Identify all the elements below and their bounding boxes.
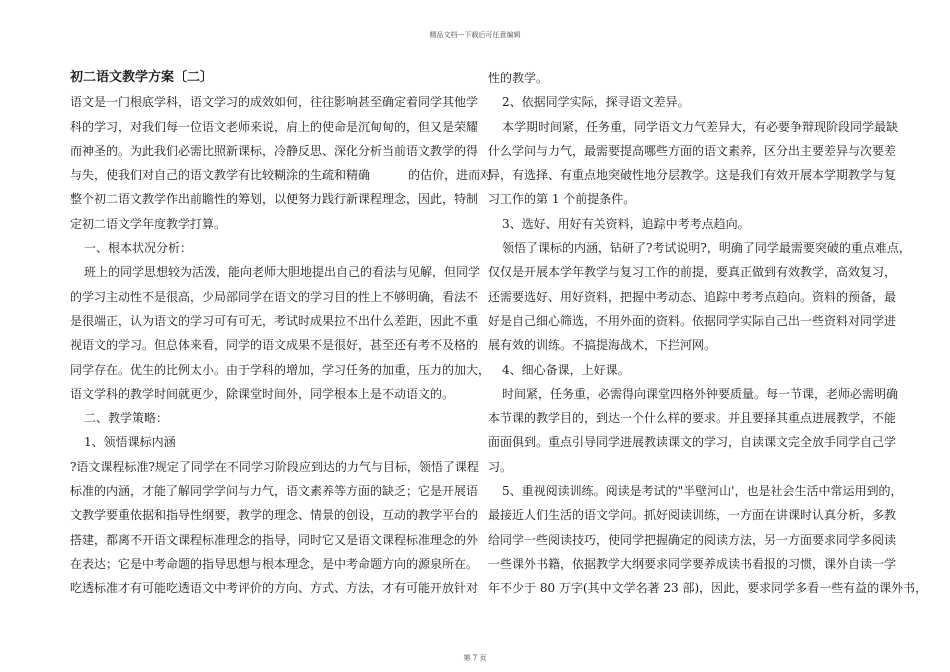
- text-line: 领悟了课标的内涵，钻研了?考试说明?，明确了同学最需要突破的重点难点，: [502, 241, 911, 256]
- section-heading: 二、教学策略：: [84, 411, 169, 426]
- text-line: 异，有选择、有重点地突破性地分层教学。这是我们有效开展本学期教学与复: [488, 168, 897, 183]
- text-line: 仅仅是开展本学年教学与复习工作的前提，要真正做到有效教学，高效复习，: [488, 265, 897, 280]
- text-line: 最接近人们生活的语文学问。抓好阅读训练，一方面在讲课时认真分析，多教: [488, 508, 897, 523]
- text-line: 搭建，都离不开语文课程标准理念的指导，同时它又是语文课程标准理念的外: [70, 532, 479, 547]
- text-line: 科的学习，对我们每一位语文老师来说，肩上的使命是沉甸甸的，但又是荣耀: [70, 119, 479, 134]
- text-line: 面面俱到。重点引导同学进展教读课文的学习，自读课文完全放手同学自己学: [488, 435, 897, 450]
- text-line: 视语文的学习。但总体来看，同学的语文成果不是很好，甚至还有考不及格的: [70, 338, 479, 353]
- text-line: 的学习主动性不是很高，少局部同学在语文的学习目的性上不够明确，看法不: [70, 289, 479, 304]
- text-line: 年不少于 80 万字(其中文学名著 23 部)，因此，要求同学多看一些有益的课外书，: [488, 581, 928, 596]
- text-line: 整个初二语文教学作出前瞻性的筹划，以便努力践行新课程理念，因此，特制: [70, 192, 479, 207]
- text-line: 一些课外书籍，依据教学大纲要求同学要养成读书看报的习惯，课外自读一学: [488, 556, 897, 571]
- document-title: 初二语文教学方案〔二〕: [70, 70, 214, 85]
- text-line: 标准的内涵，才能了解同学学问与力气，语文素养等方面的缺乏；它是开展语: [70, 484, 479, 499]
- text-line: 定初二语文学年度教学打算。: [70, 216, 227, 231]
- text-line: 同学存在。优生的比例太小。由于学科的增加，学习任务的加重，压力的加大，: [70, 362, 491, 377]
- text-line: 好是自己细心筛选，不用外面的资料。依据同学实际自己出一些资料对同学进: [488, 313, 897, 328]
- text-line: 本学期时间紧，任务重，同学语文力气差异大，有必要争辩现阶段同学最缺: [502, 119, 899, 134]
- text-line: 语文学科的教学时间就更少，除课堂时间外，同学根本上是不动语文的。: [70, 386, 455, 401]
- text-line: 还需要选好、用好资料，把握中考动态、追踪中考考点趋向。资料的预备，最: [488, 289, 897, 304]
- section-heading: 一、根本状况分析：: [84, 241, 193, 256]
- text-line: 与失，使我们对自己的语文教学有比较糊涂的生疏和精确 的估价，进而对: [70, 168, 493, 183]
- subsection-heading: 1、领悟课标内涵: [84, 435, 176, 450]
- subsection-heading: 3、选好、用好有关资料，追踪中考考点趋向。: [502, 216, 750, 231]
- right-column: [488, 66, 928, 601]
- text-line: 是很端正，认为语文的学习可有可无，考试时成果拉不出什么差距，因此不重: [70, 313, 479, 328]
- text-line: ?语文课程标准?规定了同学在不同学习阶段应到达的力气与目标，领悟了课程: [70, 459, 479, 474]
- subsection-heading: 2、依据同学实际，探寻语文差异。: [502, 95, 690, 110]
- text-line: 给同学一些阅读技巧，使同学把握确定的阅读方法，另一方面要求同学多阅读: [488, 532, 897, 547]
- subsection-heading: 5、重视阅读训练。阅读是考试的"半壁河山'，也是社会生活中常运用到的，: [502, 484, 903, 499]
- text-line: 吃透标准才有可能吃透语文中考评价的方向、方式、方法，才有可能开放针对: [70, 581, 479, 596]
- left-column: [70, 66, 493, 601]
- subsection-heading: 4、细心备课，上好课。: [502, 362, 630, 377]
- text-line: 习。: [488, 459, 513, 474]
- text-line: 性的教学。: [488, 71, 549, 85]
- text-line: 展有效的训练。不搞提海战术，下拦河网。: [488, 338, 717, 353]
- text-line: 文教学要重依据和指导性纲要，教学的理念、情景的创设，互动的教学平台的: [70, 508, 479, 523]
- text-line: 在表达；它是中考命题的指导思想与根本理念，是中考命题方向的源泉所在。: [70, 556, 479, 571]
- text-line: 什么学问与力气，最需要提高哪些方面的语文素养，区分出主要差异与次要差: [488, 143, 897, 158]
- text-line: 习工作的第 1 个前提条件。: [488, 192, 636, 207]
- text-line: 时间紧，任务重，必需得向课堂四格外钟要质量。每一节课，老师必需明确: [502, 386, 899, 401]
- text-line: 班上的同学思想较为活泼，能向老师大胆地提出自己的看法与见解，但同学: [84, 265, 481, 280]
- page-footer: 第 7 页: [463, 654, 487, 662]
- page-header: 精品文档---下载后可任意编辑: [429, 31, 521, 39]
- text-line: 而神圣的。为此我们必需比照新课标，冷静反思、深化分析当前语文教学的得: [70, 143, 479, 158]
- text-line: 本节课的教学目的，到达一个什么样的要求。并且要择其重点进展教学，不能: [488, 411, 897, 426]
- text-line: 语文是一门根底学科，语文学习的成效如何，往往影响甚至确定着同学其他学: [70, 95, 479, 110]
